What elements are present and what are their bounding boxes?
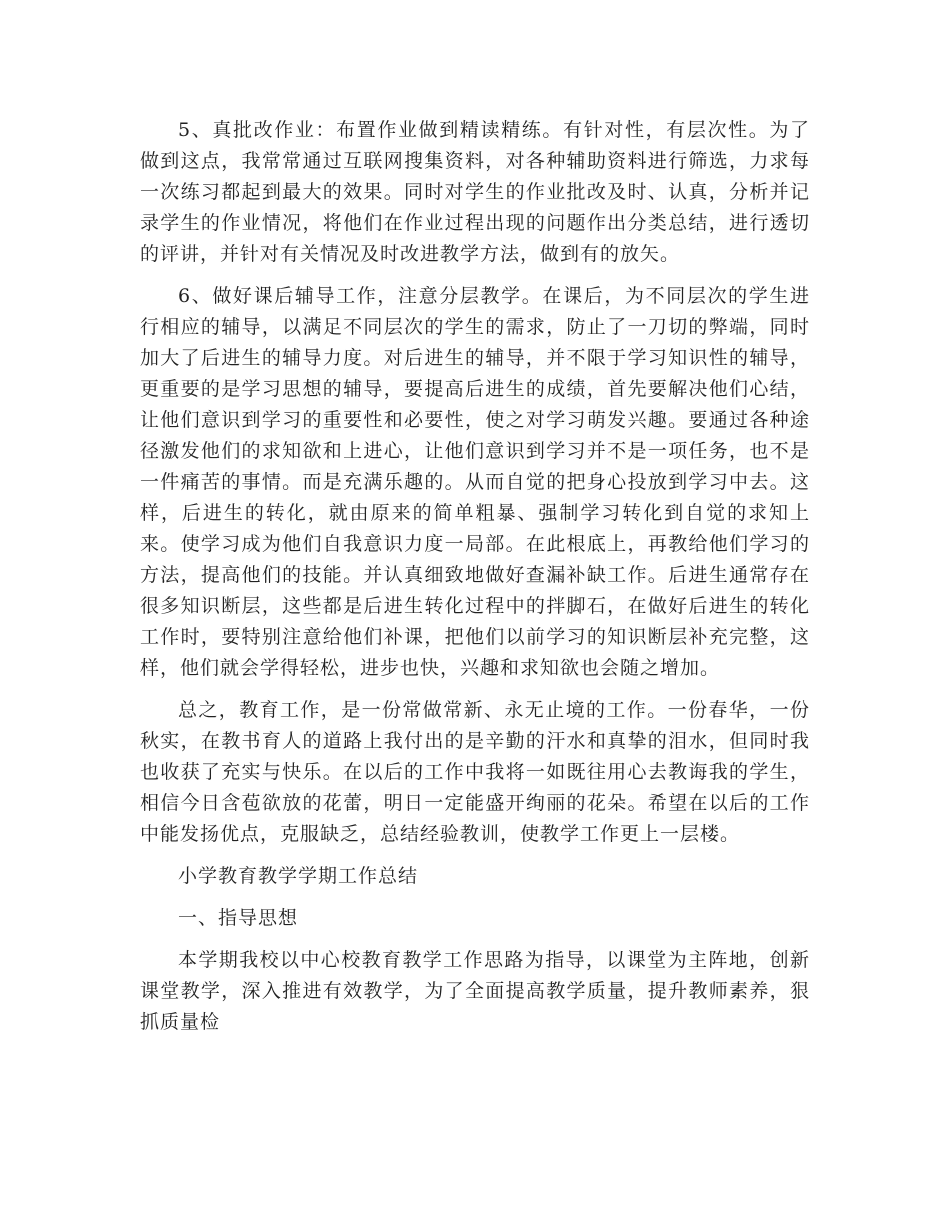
section-heading-guiding-ideology: 一、指导思想 [178,907,299,929]
paragraph-conclusion: 总之，教育工作，是一份常做常新、永无止境的工作。一份春华，一份秋实，在教书育人的道路上我付出的是辛勤的汗水和真挚的泪水，但同时我也收获了充实与快乐。在以后的工作中我将一如既往用心去教诲我的学生，相信今日含苞欲放的花蕾，明日一定能盛开绚丽的花朵。希望在以后的工作中能发扬优点，克服缺乏，总结经验教训，使教学工作更上一层楼。 [140,699,810,845]
section-title: 小学教育教学学期工作总结 [178,865,419,887]
document-body [140,115,810,1049]
paragraph-after-class-tutoring: 6、做好课后辅导工作，注意分层教学。在课后，为不同层次的学生进行相应的辅导，以满足不同层次的学生的需求，防止了一刀切的弊端，同时加大了后进生的辅导力度。对后进生的辅导，并不限于学习知识性的辅导，更重要的是学习思想的辅导，要提高后进生的成绩，首先要解决他们心结，让他们意识到学习的重要性和必要性，使之对学习萌发兴趣。要通过各种途径激发他们的求知欲和上进心，让他们意识到学习并不是一项任务，也不是一件痛苦的事情。而是充满乐趣的。从而自觉的把身心投放到学习中去。这样，后进生的转化，就由原来的简单粗暴、强制学习转化到自觉的求知上来。使学习成为他们自我意识力度一局部。在此根底上，再教给他们学习的方法，提高他们的技能。并认真细致地做好查漏补缺工作。后进生通常存在很多知识断层，这些都是后进生转化过程中的拌脚石，在做好后进生的转化工作时，要特别注意给他们补课，把他们以前学习的知识断层补充完整，这样，他们就会学得轻松，进步也快，兴趣和求知欲也会随之增加。 [140,285,810,679]
paragraph-guiding-ideology: 本学期我校以中心校教育教学工作思路为指导，以课堂为主阵地，创新课堂教学，深入推进有效教学，为了全面提高教学质量，提升教师素养，狠抓质量检 [140,949,810,1033]
paragraph-homework-correction: 5、真批改作业：布置作业做到精读精练。有针对性，有层次性。为了做到这点，我常常通过互联网搜集资料，对各种辅助资料进行筛选，力求每一次练习都起到最大的效果。同时对学生的作业批改及时、认真，分析并记录学生的作业情况，将他们在作业过程出现的问题作出分类总结，进行透切的评讲，并针对有关情况及时改进教学方法，做到有的放矢。 [140,119,810,265]
